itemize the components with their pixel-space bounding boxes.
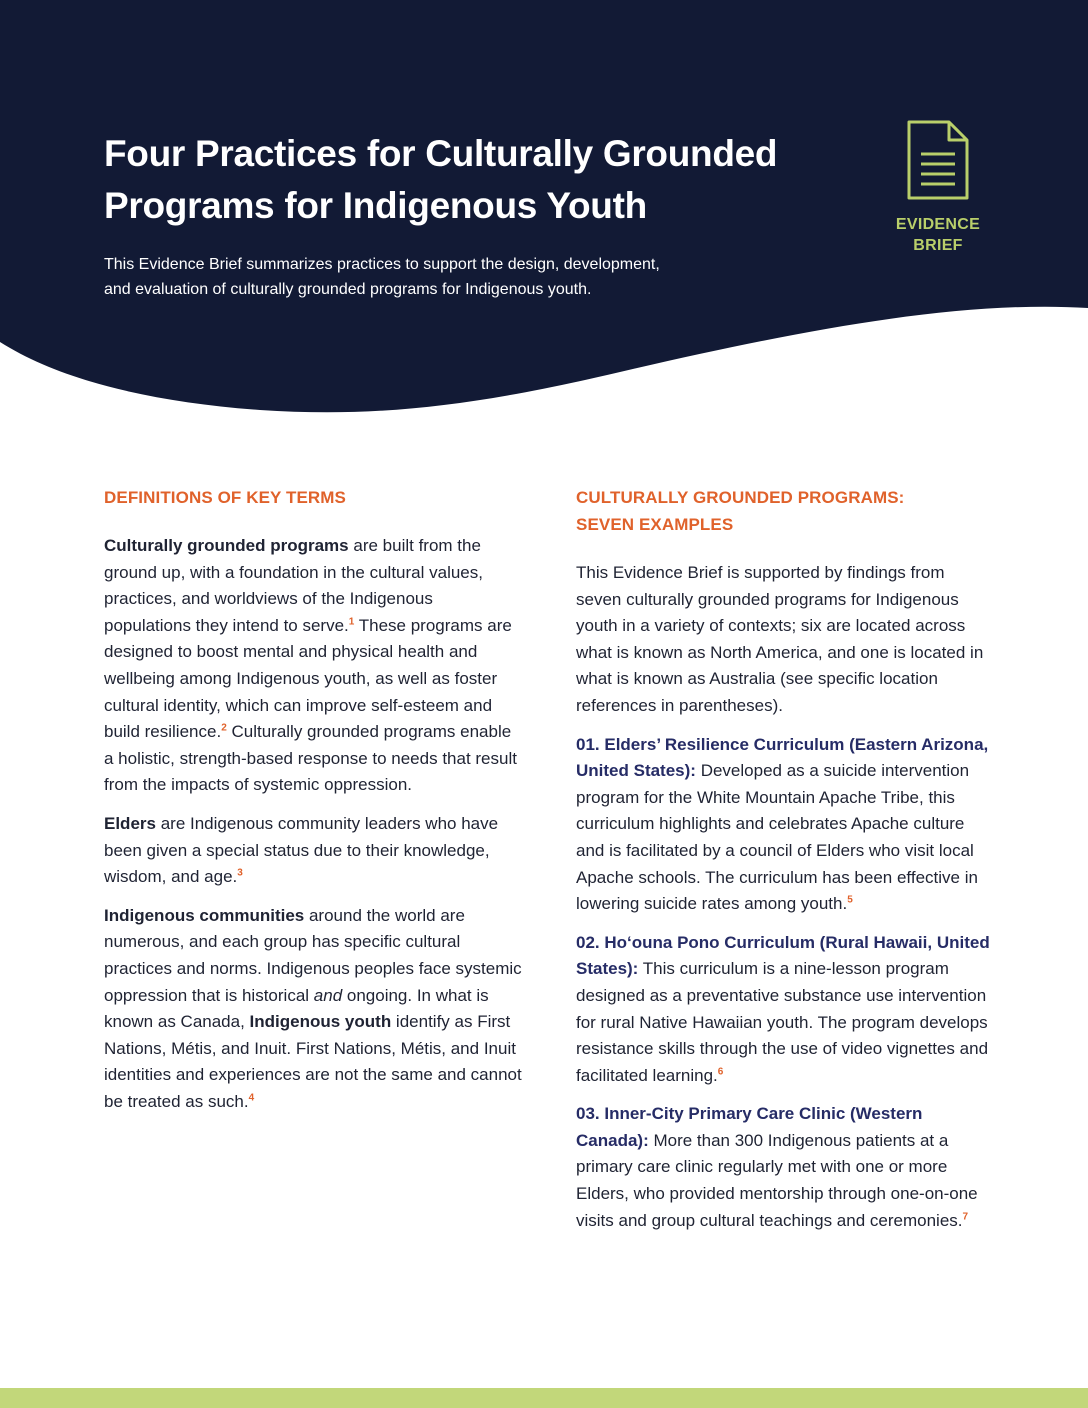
example-item: [576, 1101, 991, 1234]
definition-text: These programs are designed to boost mental and physical health and wellbeing among Indigenous youth, as well as foster cultural identity, which can improve self-esteem and build resilience.: [104, 615, 512, 742]
example-body: More than 300 Indigenous patients at a primary care clinic regularly met with one or more Elders, who provided mentorship through one-on-one visits and group cultural teachings and ceremonies.: [576, 1130, 978, 1230]
footnote-ref[interactable]: 4: [248, 1092, 255, 1104]
examples-heading: [576, 484, 991, 538]
footnote-ref[interactable]: 7: [962, 1211, 969, 1222]
definition-text: identify as First Nations, Métis, and Inuit. First Nations, Métis, and Inuit identities and experiences are not the same and cannot be treated as such.: [104, 1012, 522, 1111]
footnote-ref[interactable]: 3: [237, 867, 243, 879]
subtitle-line-2: and evaluation of culturally grounded programs for Indigenous youth.: [104, 281, 592, 298]
example-item: [576, 930, 991, 1090]
footnote-ref[interactable]: 1: [348, 616, 355, 628]
title-line-2: Programs for Indigenous Youth: [104, 185, 647, 226]
example-item: [576, 732, 991, 918]
term-elders: Elders: [104, 813, 156, 833]
definition-text: are Indigenous community leaders who have been given a special status due to their knowledge, wisdom, and age.: [104, 813, 499, 887]
examples-intro: This Evidence Brief is supported by findings from seven culturally grounded programs for Indigenous youth in a variety of contexts; six are located across what is known as North America, and one is located in what is known as Australia (see specific location references in parentheses).: [576, 563, 984, 715]
badge-label: [888, 214, 988, 256]
term-indigenous-youth: Indigenous youth: [249, 1012, 392, 1032]
footnote-ref[interactable]: 5: [847, 894, 853, 906]
subtitle-line-1: This Evidence Brief summarizes practices to support the design, development,: [104, 256, 660, 273]
term-culturally-grounded-programs: Culturally grounded programs: [104, 536, 349, 555]
page-subtitle: [104, 252, 744, 302]
definition-text: around the world are numerous, and each group has specific cultural practices and norms. Indigenous peoples face systemic oppression that is historical: [104, 905, 522, 1005]
footnote-ref[interactable]: 2: [221, 722, 227, 734]
document-icon: [905, 118, 971, 202]
definition-text: ongoing. In what is known as Canada,: [104, 985, 489, 1032]
page-title: [104, 128, 844, 232]
example-title: 03. Inner-City Primary Care Clinic (Western Canada):: [576, 1104, 923, 1150]
emphasis-text: and: [313, 985, 343, 1005]
definition-text: Culturally grounded programs enable a holistic, strength-based response to needs that result from the impacts of systemic oppression.: [104, 722, 517, 795]
definition-culturally-grounded-programs: [104, 533, 524, 799]
definitions-heading: DEFINITIONS OF KEY TERMS: [104, 488, 346, 507]
example-title: 01. Elders’ Resilience Curriculum (Eastern Arizona, United States):: [576, 734, 989, 781]
evidence-brief-badge: [888, 118, 988, 256]
examples-heading-line-2: SEVEN EXAMPLES: [576, 515, 734, 534]
definition-text: are built from the ground up, with a foundation in the cultural values, practices, and worldviews of the Indigenous populations they intend to serve.: [104, 536, 483, 635]
footer-bar: [0, 1388, 1088, 1408]
definition-indigenous-communities: [104, 903, 524, 1116]
footnote-ref[interactable]: 6: [717, 1066, 724, 1078]
definitions-section: [104, 484, 524, 1127]
example-title: 02. Ho‘ouna Pono Curriculum (Rural Hawaii, United States):: [576, 932, 990, 979]
badge-line-1: EVIDENCE: [895, 216, 981, 233]
examples-section: [576, 484, 991, 1246]
example-body: Developed as a suicide intervention program for the White Mountain Apache Tribe, this curriculum highlights and celebrates Apache culture and is facilitated by a council of Elders who visit local Apache schools. The curriculum has been effective in lowering suicide rates among youth.: [576, 761, 978, 914]
badge-line-2: BRIEF: [913, 237, 963, 254]
term-indigenous-communities: Indigenous communities: [104, 905, 305, 925]
definition-elders: [104, 811, 524, 891]
examples-heading-line-1: CULTURALLY GROUNDED PROGRAMS:: [576, 488, 905, 507]
title-line-1: Four Practices for Culturally Grounded: [104, 133, 778, 174]
example-body: This curriculum is a nine-lesson program designed as a preventative substance use intervention for rural Native Hawaiian youth. The program develops resistance skills through the use of video vignettes and facilitated learning.: [576, 959, 989, 1085]
